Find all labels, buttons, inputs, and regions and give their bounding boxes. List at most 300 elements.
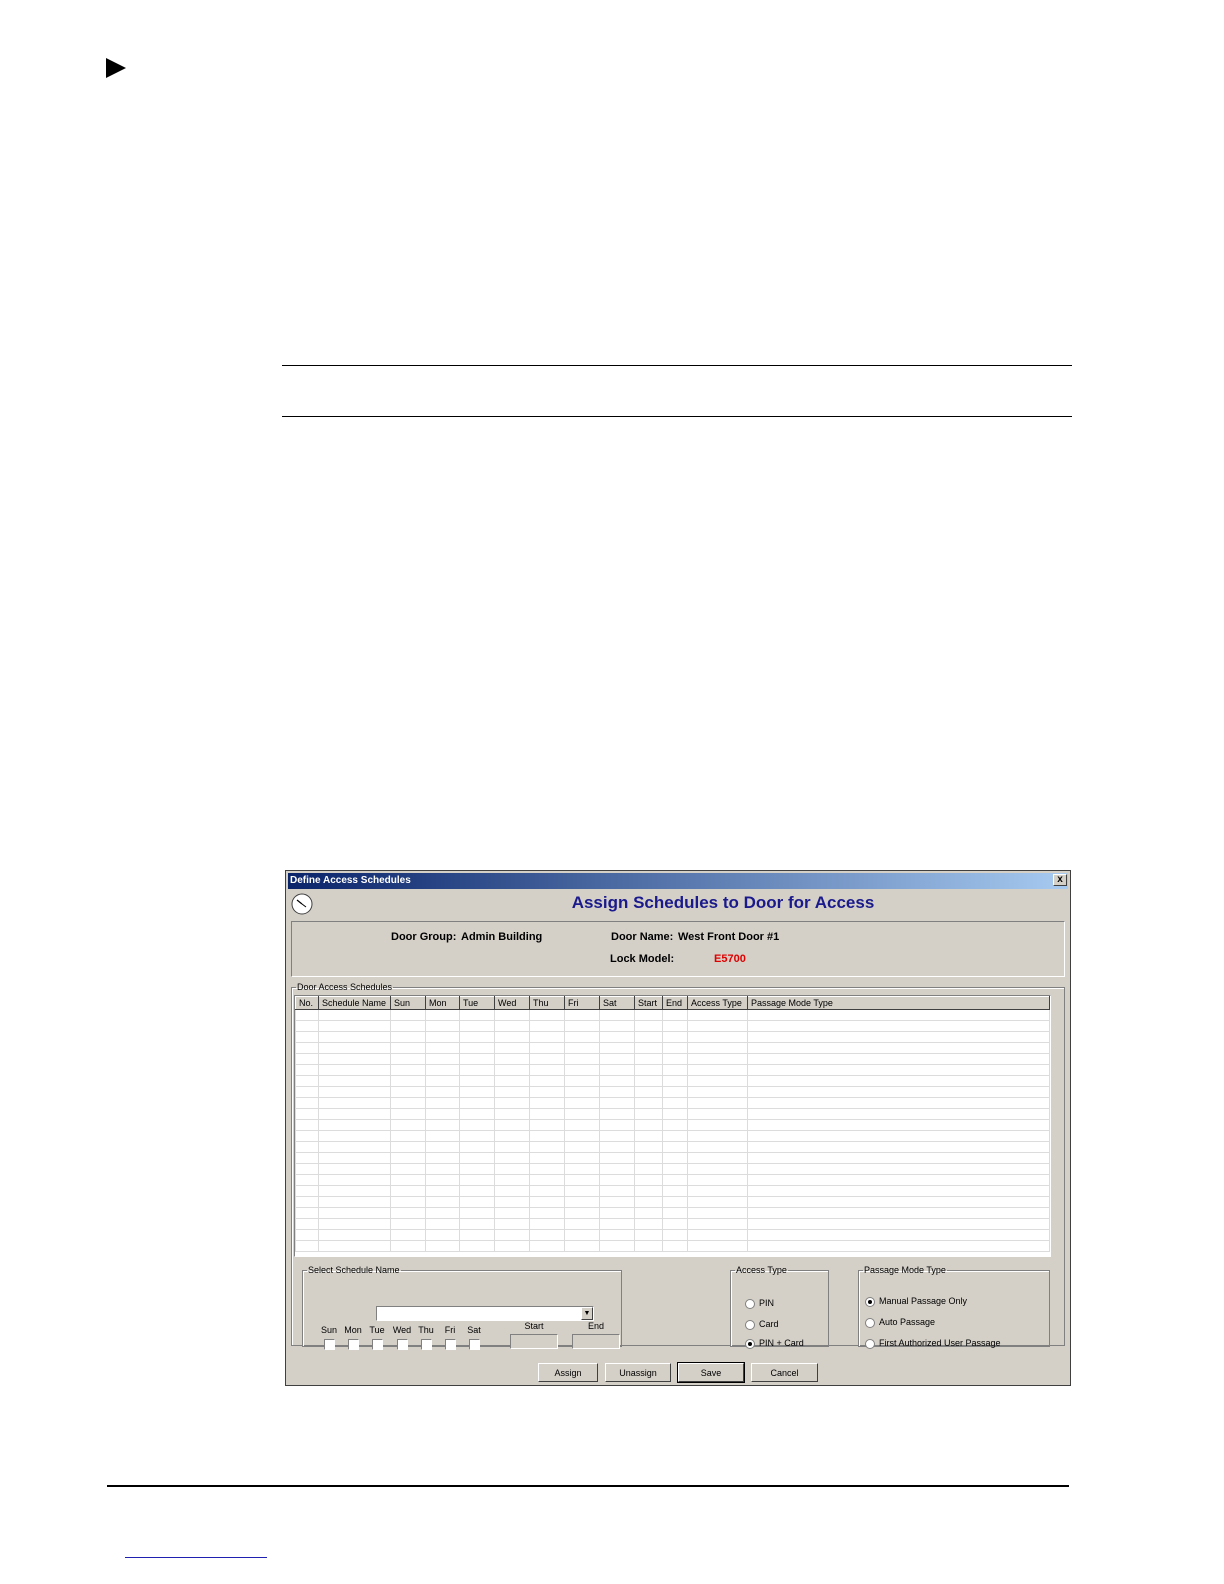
passage-auto-option[interactable] bbox=[865, 1317, 935, 1329]
table-cell[interactable] bbox=[296, 1186, 319, 1197]
table-cell[interactable] bbox=[296, 1087, 319, 1098]
table-cell[interactable] bbox=[748, 1208, 1050, 1219]
table-cell[interactable] bbox=[460, 1032, 495, 1043]
table-cell[interactable] bbox=[600, 1142, 635, 1153]
table-cell[interactable] bbox=[319, 1197, 391, 1208]
table-cell[interactable] bbox=[319, 1186, 391, 1197]
table-cell[interactable] bbox=[530, 1142, 565, 1153]
checkbox-mon[interactable] bbox=[348, 1339, 359, 1350]
table-cell[interactable] bbox=[296, 1120, 319, 1131]
unassign-button[interactable]: Unassign bbox=[605, 1363, 671, 1382]
save-button[interactable]: Save bbox=[678, 1363, 744, 1382]
table-cell[interactable] bbox=[460, 1098, 495, 1109]
table-cell[interactable] bbox=[495, 1087, 530, 1098]
col-header-schedule-name[interactable]: Schedule Name bbox=[319, 997, 391, 1010]
table-cell[interactable] bbox=[296, 1054, 319, 1065]
table-cell[interactable] bbox=[391, 1076, 426, 1087]
table-cell[interactable] bbox=[663, 1098, 688, 1109]
table-row[interactable] bbox=[296, 1076, 1050, 1087]
table-cell[interactable] bbox=[530, 1131, 565, 1142]
table-cell[interactable] bbox=[495, 1010, 530, 1021]
table-cell[interactable] bbox=[530, 1065, 565, 1076]
table-cell[interactable] bbox=[748, 1043, 1050, 1054]
table-row[interactable] bbox=[296, 1032, 1050, 1043]
table-cell[interactable] bbox=[635, 1076, 663, 1087]
table-cell[interactable] bbox=[530, 1098, 565, 1109]
radio-icon[interactable] bbox=[865, 1339, 875, 1349]
table-cell[interactable] bbox=[688, 1197, 748, 1208]
table-cell[interactable] bbox=[319, 1142, 391, 1153]
table-cell[interactable] bbox=[565, 1142, 600, 1153]
table-cell[interactable] bbox=[391, 1241, 426, 1252]
table-cell[interactable] bbox=[663, 1010, 688, 1021]
col-header-wed[interactable]: Wed bbox=[495, 997, 530, 1010]
table-cell[interactable] bbox=[495, 1098, 530, 1109]
table-cell[interactable] bbox=[565, 1065, 600, 1076]
table-row[interactable] bbox=[296, 1120, 1050, 1131]
table-cell[interactable] bbox=[688, 1142, 748, 1153]
table-cell[interactable] bbox=[495, 1208, 530, 1219]
table-cell[interactable] bbox=[663, 1021, 688, 1032]
table-cell[interactable] bbox=[460, 1109, 495, 1120]
table-row[interactable] bbox=[296, 1197, 1050, 1208]
table-cell[interactable] bbox=[635, 1010, 663, 1021]
table-cell[interactable] bbox=[688, 1032, 748, 1043]
table-cell[interactable] bbox=[748, 1131, 1050, 1142]
radio-icon[interactable] bbox=[865, 1318, 875, 1328]
table-cell[interactable] bbox=[530, 1010, 565, 1021]
table-cell[interactable] bbox=[748, 1109, 1050, 1120]
col-header-mon[interactable]: Mon bbox=[426, 997, 460, 1010]
table-cell[interactable] bbox=[600, 1219, 635, 1230]
table-row[interactable] bbox=[296, 1054, 1050, 1065]
table-cell[interactable] bbox=[426, 1219, 460, 1230]
table-cell[interactable] bbox=[688, 1021, 748, 1032]
table-cell[interactable] bbox=[565, 1131, 600, 1142]
table-cell[interactable] bbox=[748, 1230, 1050, 1241]
col-header-thu[interactable]: Thu bbox=[530, 997, 565, 1010]
table-cell[interactable] bbox=[663, 1065, 688, 1076]
table-cell[interactable] bbox=[296, 1043, 319, 1054]
table-cell[interactable] bbox=[565, 1241, 600, 1252]
table-row[interactable] bbox=[296, 1186, 1050, 1197]
radio-selected-icon[interactable] bbox=[865, 1297, 875, 1307]
table-cell[interactable] bbox=[565, 1230, 600, 1241]
table-cell[interactable] bbox=[296, 1065, 319, 1076]
table-cell[interactable] bbox=[748, 1076, 1050, 1087]
table-cell[interactable] bbox=[635, 1131, 663, 1142]
radio-icon[interactable] bbox=[745, 1299, 755, 1309]
table-cell[interactable] bbox=[495, 1032, 530, 1043]
close-button[interactable]: x bbox=[1053, 874, 1067, 886]
table-row[interactable] bbox=[296, 1109, 1050, 1120]
table-cell[interactable] bbox=[663, 1230, 688, 1241]
table-cell[interactable] bbox=[688, 1043, 748, 1054]
table-cell[interactable] bbox=[663, 1208, 688, 1219]
schedules-table[interactable] bbox=[294, 995, 1051, 1257]
table-cell[interactable] bbox=[565, 1120, 600, 1131]
table-cell[interactable] bbox=[391, 1054, 426, 1065]
table-cell[interactable] bbox=[391, 1010, 426, 1021]
table-cell[interactable] bbox=[635, 1142, 663, 1153]
table-cell[interactable] bbox=[530, 1032, 565, 1043]
table-cell[interactable] bbox=[530, 1208, 565, 1219]
col-header-fri[interactable]: Fri bbox=[565, 997, 600, 1010]
table-cell[interactable] bbox=[565, 1164, 600, 1175]
table-cell[interactable] bbox=[635, 1087, 663, 1098]
table-cell[interactable] bbox=[530, 1043, 565, 1054]
table-cell[interactable] bbox=[663, 1109, 688, 1120]
table-cell[interactable] bbox=[495, 1197, 530, 1208]
passage-manual-option[interactable] bbox=[865, 1296, 967, 1308]
table-cell[interactable] bbox=[426, 1142, 460, 1153]
table-cell[interactable] bbox=[460, 1186, 495, 1197]
table-cell[interactable] bbox=[460, 1197, 495, 1208]
table-cell[interactable] bbox=[391, 1120, 426, 1131]
table-cell[interactable] bbox=[530, 1153, 565, 1164]
table-cell[interactable] bbox=[688, 1076, 748, 1087]
table-cell[interactable] bbox=[565, 1043, 600, 1054]
table-cell[interactable] bbox=[426, 1065, 460, 1076]
cancel-button[interactable]: Cancel bbox=[751, 1363, 818, 1382]
table-row[interactable] bbox=[296, 1153, 1050, 1164]
table-cell[interactable] bbox=[530, 1186, 565, 1197]
table-cell[interactable] bbox=[635, 1098, 663, 1109]
table-cell[interactable] bbox=[600, 1087, 635, 1098]
table-cell[interactable] bbox=[688, 1131, 748, 1142]
col-header-no[interactable]: No. bbox=[296, 997, 319, 1010]
table-cell[interactable] bbox=[600, 1164, 635, 1175]
table-cell[interactable] bbox=[688, 1230, 748, 1241]
table-row[interactable] bbox=[296, 1175, 1050, 1186]
table-cell[interactable] bbox=[565, 1098, 600, 1109]
table-cell[interactable] bbox=[495, 1131, 530, 1142]
table-cell[interactable] bbox=[663, 1219, 688, 1230]
table-cell[interactable] bbox=[319, 1153, 391, 1164]
table-cell[interactable] bbox=[319, 1043, 391, 1054]
table-row[interactable] bbox=[296, 1164, 1050, 1175]
table-cell[interactable] bbox=[460, 1131, 495, 1142]
table-cell[interactable] bbox=[565, 1153, 600, 1164]
table-cell[interactable] bbox=[460, 1021, 495, 1032]
table-cell[interactable] bbox=[319, 1021, 391, 1032]
table-row[interactable] bbox=[296, 1230, 1050, 1241]
table-cell[interactable] bbox=[460, 1054, 495, 1065]
table-cell[interactable] bbox=[426, 1230, 460, 1241]
table-cell[interactable] bbox=[460, 1010, 495, 1021]
table-cell[interactable] bbox=[319, 1120, 391, 1131]
table-cell[interactable] bbox=[530, 1109, 565, 1120]
table-cell[interactable] bbox=[426, 1186, 460, 1197]
table-cell[interactable] bbox=[748, 1065, 1050, 1076]
checkbox-sat[interactable] bbox=[469, 1339, 480, 1350]
table-cell[interactable] bbox=[600, 1076, 635, 1087]
table-cell[interactable] bbox=[426, 1131, 460, 1142]
table-cell[interactable] bbox=[296, 1153, 319, 1164]
table-cell[interactable] bbox=[296, 1142, 319, 1153]
radio-icon[interactable] bbox=[745, 1320, 755, 1330]
table-cell[interactable] bbox=[663, 1087, 688, 1098]
table-cell[interactable] bbox=[688, 1175, 748, 1186]
col-header-access-type[interactable]: Access Type bbox=[688, 997, 748, 1010]
table-cell[interactable] bbox=[296, 1219, 319, 1230]
access-type-pin-option[interactable] bbox=[745, 1298, 774, 1310]
table-cell[interactable] bbox=[319, 1109, 391, 1120]
table-cell[interactable] bbox=[391, 1197, 426, 1208]
table-cell[interactable] bbox=[495, 1120, 530, 1131]
checkbox-fri[interactable] bbox=[445, 1339, 456, 1350]
table-cell[interactable] bbox=[530, 1219, 565, 1230]
table-cell[interactable] bbox=[460, 1043, 495, 1054]
table-cell[interactable] bbox=[748, 1087, 1050, 1098]
start-time-input[interactable] bbox=[510, 1334, 558, 1349]
passage-first-authorized-option[interactable] bbox=[865, 1338, 1001, 1350]
table-cell[interactable] bbox=[319, 1087, 391, 1098]
table-row[interactable] bbox=[296, 1241, 1050, 1252]
table-row[interactable] bbox=[296, 1142, 1050, 1153]
col-header-start[interactable]: Start bbox=[635, 997, 663, 1010]
col-header-end[interactable]: End bbox=[663, 997, 688, 1010]
table-cell[interactable] bbox=[748, 1219, 1050, 1230]
table-cell[interactable] bbox=[495, 1241, 530, 1252]
table-cell[interactable] bbox=[688, 1219, 748, 1230]
table-cell[interactable] bbox=[663, 1131, 688, 1142]
table-cell[interactable] bbox=[495, 1219, 530, 1230]
table-cell[interactable] bbox=[296, 1164, 319, 1175]
table-cell[interactable] bbox=[391, 1142, 426, 1153]
table-cell[interactable] bbox=[565, 1010, 600, 1021]
table-cell[interactable] bbox=[460, 1142, 495, 1153]
table-cell[interactable] bbox=[391, 1087, 426, 1098]
table-cell[interactable] bbox=[460, 1087, 495, 1098]
table-cell[interactable] bbox=[565, 1197, 600, 1208]
table-cell[interactable] bbox=[600, 1065, 635, 1076]
table-cell[interactable] bbox=[565, 1109, 600, 1120]
table-cell[interactable] bbox=[600, 1109, 635, 1120]
table-cell[interactable] bbox=[296, 1021, 319, 1032]
table-cell[interactable] bbox=[663, 1186, 688, 1197]
table-cell[interactable] bbox=[565, 1208, 600, 1219]
table-cell[interactable] bbox=[530, 1120, 565, 1131]
table-cell[interactable] bbox=[296, 1241, 319, 1252]
table-cell[interactable] bbox=[600, 1208, 635, 1219]
table-cell[interactable] bbox=[663, 1032, 688, 1043]
table-cell[interactable] bbox=[688, 1065, 748, 1076]
table-cell[interactable] bbox=[663, 1076, 688, 1087]
table-cell[interactable] bbox=[688, 1241, 748, 1252]
table-cell[interactable] bbox=[426, 1175, 460, 1186]
table-cell[interactable] bbox=[319, 1241, 391, 1252]
end-time-input[interactable] bbox=[572, 1334, 620, 1349]
table-cell[interactable] bbox=[495, 1054, 530, 1065]
table-cell[interactable] bbox=[319, 1054, 391, 1065]
table-row[interactable] bbox=[296, 1043, 1050, 1054]
col-header-sat[interactable]: Sat bbox=[600, 997, 635, 1010]
table-cell[interactable] bbox=[600, 1054, 635, 1065]
table-cell[interactable] bbox=[635, 1032, 663, 1043]
table-cell[interactable] bbox=[688, 1054, 748, 1065]
table-cell[interactable] bbox=[530, 1087, 565, 1098]
table-cell[interactable] bbox=[460, 1065, 495, 1076]
table-cell[interactable] bbox=[663, 1054, 688, 1065]
table-cell[interactable] bbox=[296, 1197, 319, 1208]
table-cell[interactable] bbox=[495, 1043, 530, 1054]
table-cell[interactable] bbox=[748, 1175, 1050, 1186]
table-cell[interactable] bbox=[748, 1186, 1050, 1197]
table-cell[interactable] bbox=[748, 1153, 1050, 1164]
table-cell[interactable] bbox=[635, 1153, 663, 1164]
col-header-passage-mode-type[interactable]: Passage Mode Type bbox=[748, 997, 1050, 1010]
table-cell[interactable] bbox=[391, 1153, 426, 1164]
table-cell[interactable] bbox=[460, 1164, 495, 1175]
table-cell[interactable] bbox=[635, 1208, 663, 1219]
table-cell[interactable] bbox=[663, 1043, 688, 1054]
table-cell[interactable] bbox=[565, 1175, 600, 1186]
table-cell[interactable] bbox=[426, 1010, 460, 1021]
table-cell[interactable] bbox=[663, 1175, 688, 1186]
table-cell[interactable] bbox=[635, 1065, 663, 1076]
table-cell[interactable] bbox=[688, 1109, 748, 1120]
table-row[interactable] bbox=[296, 1219, 1050, 1230]
table-cell[interactable] bbox=[426, 1032, 460, 1043]
table-cell[interactable] bbox=[565, 1087, 600, 1098]
table-row[interactable] bbox=[296, 1021, 1050, 1032]
table-cell[interactable] bbox=[748, 1164, 1050, 1175]
table-cell[interactable] bbox=[296, 1230, 319, 1241]
table-cell[interactable] bbox=[426, 1098, 460, 1109]
table-cell[interactable] bbox=[748, 1098, 1050, 1109]
table-cell[interactable] bbox=[600, 1131, 635, 1142]
table-cell[interactable] bbox=[391, 1032, 426, 1043]
table-cell[interactable] bbox=[296, 1175, 319, 1186]
table-cell[interactable] bbox=[530, 1175, 565, 1186]
table-cell[interactable] bbox=[426, 1076, 460, 1087]
table-cell[interactable] bbox=[426, 1109, 460, 1120]
table-cell[interactable] bbox=[391, 1043, 426, 1054]
table-cell[interactable] bbox=[688, 1186, 748, 1197]
table-cell[interactable] bbox=[635, 1164, 663, 1175]
checkbox-wed[interactable] bbox=[397, 1339, 408, 1350]
table-cell[interactable] bbox=[460, 1076, 495, 1087]
table-cell[interactable] bbox=[565, 1054, 600, 1065]
table-cell[interactable] bbox=[495, 1109, 530, 1120]
table-cell[interactable] bbox=[565, 1021, 600, 1032]
table-cell[interactable] bbox=[748, 1142, 1050, 1153]
checkbox-thu[interactable] bbox=[421, 1339, 432, 1350]
table-cell[interactable] bbox=[688, 1208, 748, 1219]
table-cell[interactable] bbox=[600, 1197, 635, 1208]
table-cell[interactable] bbox=[600, 1186, 635, 1197]
table-cell[interactable] bbox=[530, 1230, 565, 1241]
table-cell[interactable] bbox=[530, 1164, 565, 1175]
table-cell[interactable] bbox=[319, 1131, 391, 1142]
table-row[interactable] bbox=[296, 1131, 1050, 1142]
table-cell[interactable] bbox=[495, 1142, 530, 1153]
table-cell[interactable] bbox=[635, 1241, 663, 1252]
table-cell[interactable] bbox=[565, 1076, 600, 1087]
table-cell[interactable] bbox=[635, 1219, 663, 1230]
table-cell[interactable] bbox=[296, 1032, 319, 1043]
table-cell[interactable] bbox=[495, 1065, 530, 1076]
col-header-sun[interactable]: Sun bbox=[391, 997, 426, 1010]
table-cell[interactable] bbox=[391, 1098, 426, 1109]
table-cell[interactable] bbox=[426, 1120, 460, 1131]
table-cell[interactable] bbox=[688, 1120, 748, 1131]
table-cell[interactable] bbox=[495, 1021, 530, 1032]
table-cell[interactable] bbox=[663, 1142, 688, 1153]
table-cell[interactable] bbox=[426, 1054, 460, 1065]
access-type-card-option[interactable] bbox=[745, 1319, 779, 1331]
table-cell[interactable] bbox=[635, 1043, 663, 1054]
checkbox-sun[interactable] bbox=[324, 1339, 335, 1350]
table-cell[interactable] bbox=[635, 1230, 663, 1241]
table-cell[interactable] bbox=[391, 1065, 426, 1076]
table-cell[interactable] bbox=[748, 1032, 1050, 1043]
table-row[interactable] bbox=[296, 1208, 1050, 1219]
table-cell[interactable] bbox=[663, 1153, 688, 1164]
table-cell[interactable] bbox=[663, 1197, 688, 1208]
table-cell[interactable] bbox=[319, 1175, 391, 1186]
table-cell[interactable] bbox=[635, 1120, 663, 1131]
table-cell[interactable] bbox=[319, 1230, 391, 1241]
table-cell[interactable] bbox=[600, 1021, 635, 1032]
table-cell[interactable] bbox=[495, 1076, 530, 1087]
table-cell[interactable] bbox=[495, 1186, 530, 1197]
table-cell[interactable] bbox=[296, 1076, 319, 1087]
table-cell[interactable] bbox=[748, 1241, 1050, 1252]
table-cell[interactable] bbox=[688, 1153, 748, 1164]
table-row[interactable] bbox=[296, 1010, 1050, 1021]
table-cell[interactable] bbox=[391, 1175, 426, 1186]
table-cell[interactable] bbox=[460, 1175, 495, 1186]
table-cell[interactable] bbox=[600, 1010, 635, 1021]
table-cell[interactable] bbox=[495, 1153, 530, 1164]
table-cell[interactable] bbox=[748, 1054, 1050, 1065]
table-cell[interactable] bbox=[748, 1120, 1050, 1131]
table-cell[interactable] bbox=[319, 1098, 391, 1109]
table-cell[interactable] bbox=[688, 1010, 748, 1021]
table-row[interactable] bbox=[296, 1098, 1050, 1109]
table-cell[interactable] bbox=[296, 1109, 319, 1120]
table-cell[interactable] bbox=[391, 1208, 426, 1219]
table-cell[interactable] bbox=[426, 1087, 460, 1098]
table-cell[interactable] bbox=[319, 1065, 391, 1076]
table-cell[interactable] bbox=[565, 1032, 600, 1043]
table-cell[interactable] bbox=[600, 1043, 635, 1054]
table-cell[interactable] bbox=[635, 1021, 663, 1032]
table-cell[interactable] bbox=[319, 1010, 391, 1021]
table-cell[interactable] bbox=[460, 1241, 495, 1252]
table-cell[interactable] bbox=[426, 1153, 460, 1164]
table-cell[interactable] bbox=[635, 1175, 663, 1186]
table-cell[interactable] bbox=[391, 1164, 426, 1175]
radio-selected-icon[interactable] bbox=[745, 1339, 755, 1349]
table-cell[interactable] bbox=[600, 1032, 635, 1043]
table-cell[interactable] bbox=[460, 1230, 495, 1241]
table-cell[interactable] bbox=[296, 1010, 319, 1021]
checkbox-tue[interactable] bbox=[372, 1339, 383, 1350]
table-cell[interactable] bbox=[688, 1098, 748, 1109]
table-cell[interactable] bbox=[460, 1208, 495, 1219]
table-cell[interactable] bbox=[530, 1021, 565, 1032]
table-cell[interactable] bbox=[391, 1230, 426, 1241]
table-cell[interactable] bbox=[565, 1186, 600, 1197]
table-cell[interactable] bbox=[635, 1054, 663, 1065]
table-cell[interactable] bbox=[688, 1087, 748, 1098]
table-cell[interactable] bbox=[663, 1164, 688, 1175]
table-cell[interactable] bbox=[426, 1241, 460, 1252]
table-cell[interactable] bbox=[688, 1164, 748, 1175]
